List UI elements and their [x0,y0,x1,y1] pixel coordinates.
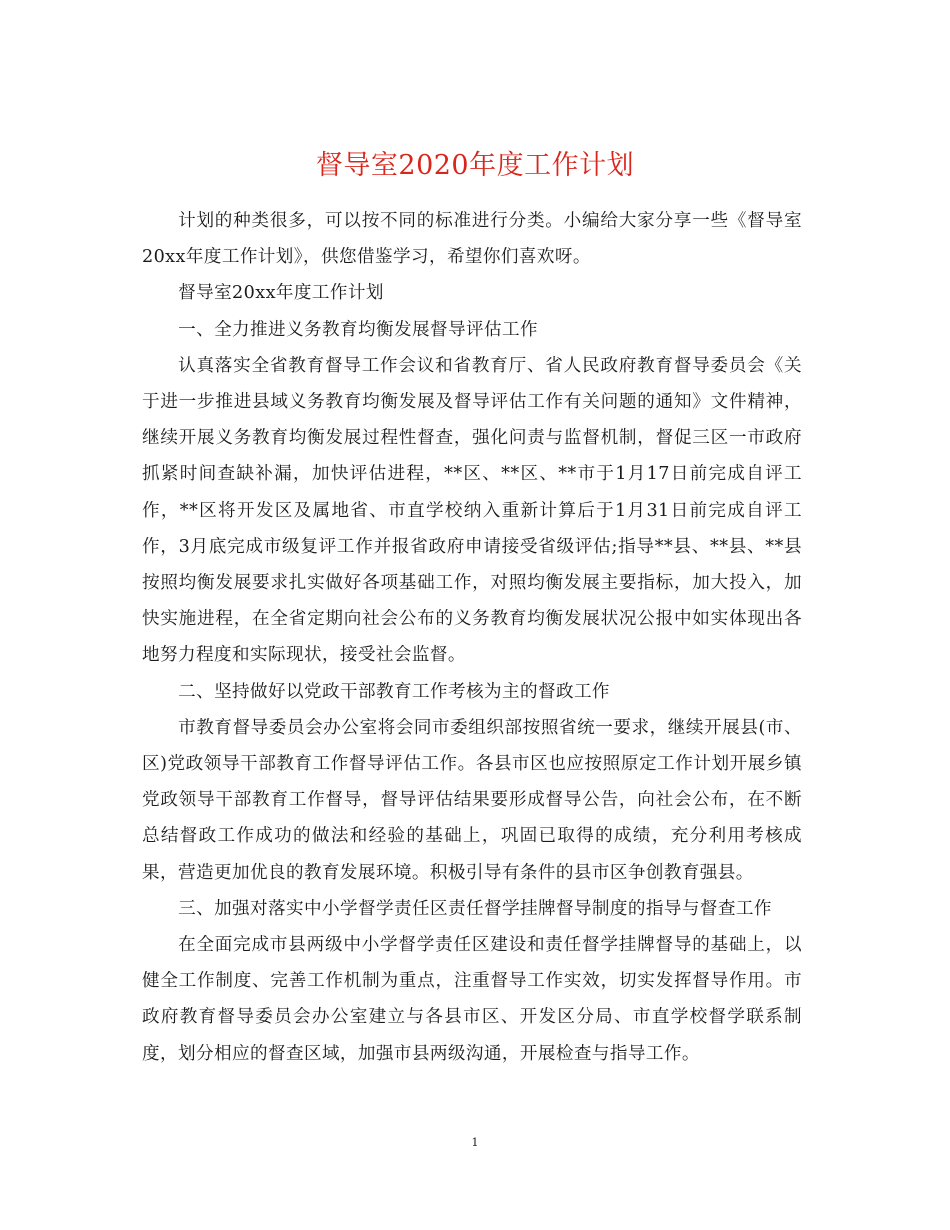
section-heading-3: 三、加强对落实中小学督学责任区责任督学挂牌督导制度的指导与督查工作 [178,898,772,919]
section-paragraph-3: 在全面完成市县两级中小学督学责任区建设和责任督学挂牌督导的基础上，以健全工作制度、完善工作机制为重点，注重督导工作实效，切实发挥督导作用。市政府教育督导委员会办公室建立与各县市区、开发区分局、市直学校督学联系制度，划分相应的督查区域，加强市县两级沟通，开展检查与指导工作。 [142,935,802,1064]
document-body [142,203,802,1072]
section-heading-1: 一、全力推进义务教育均衡发展督导评估工作 [178,319,538,340]
intro-paragraph: 计划的种类很多，可以按不同的标准进行分类。小编给大家分享一些《督导室20xx年度工作计划》，供您借鉴学习，希望你们喜欢呀。 [142,211,802,268]
page-number: 1 [471,1136,479,1149]
section-heading-2: 二、坚持做好以党政干部教育工作考核为主的督政工作 [178,681,610,702]
section-paragraph-2: 市教育督导委员会办公室将会同市委组织部按照省统一要求，继续开展县(市、区)党政领导干部教育工作督导评估工作。各县市区也应按照原定工作计划开展乡镇党政领导干部教育工作督导，督导评估结果要形成督导公告，向社会公布，在不断总结督政工作成功的做法和经验的基础上，巩固已取得的成绩，充分利用考核成果，营造更加优良的教育发展环境。积极引导有条件的县市区争创教育强县。 [142,717,802,883]
document-title: 督导室2020年度工作计划 [315,150,635,182]
subtitle-paragraph: 督导室20xx年度工作计划 [178,283,384,304]
section-paragraph-1: 认真落实全省教育督导工作会议和省教育厅、省人民政府教育督导委员会《关于进一步推进县域义务教育均衡发展及督导评估工作有关问题的通知》文件精神，继续开展义务教育均衡发展过程性督查，强化问责与监督机制，督促三区一市政府抓紧时间查缺补漏，加快评估进程，**区、**区、**市于1月17日前完成自评工作，**区将开发区及属地省、市直学校纳入重新计算后于1月31日前完成自评工作，3月底完成市级复评工作并报省政府申请接受省级评估;指导**县、**县、**县按照均衡发展要求扎实做好各项基础工作，对照均衡发展主要指标，加大投入，加快实施进程，在全省定期向社会公布的义务教育均衡发展状况公报中如实体现出各地努力程度和实际现状，接受社会监督。 [142,355,802,666]
